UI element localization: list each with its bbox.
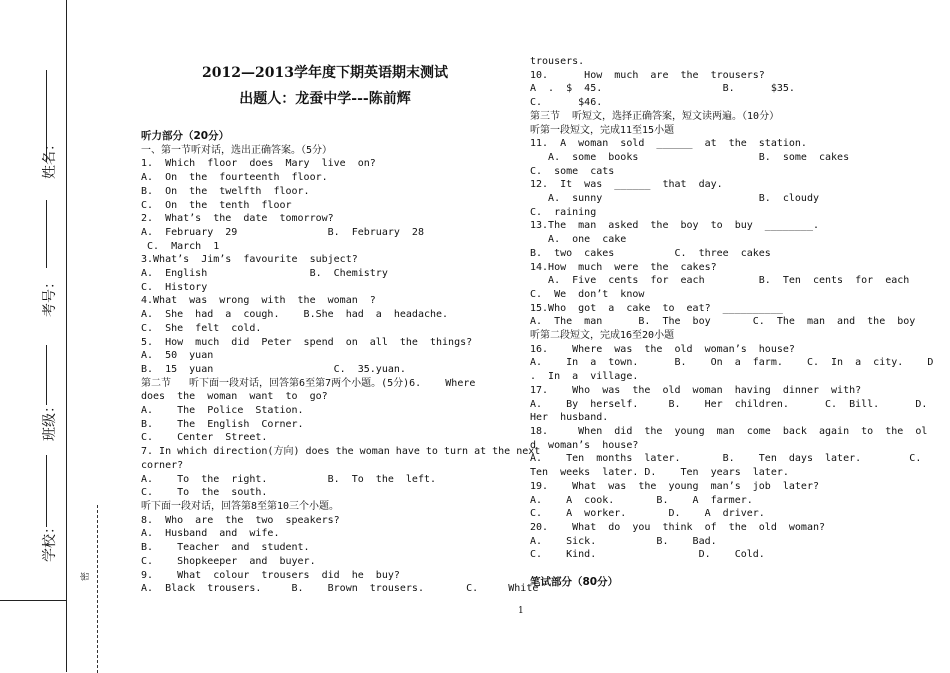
school-label: 学校： — [42, 520, 58, 562]
text-line: A. Husband and wife. — [141, 528, 280, 540]
text-line: trousers. — [530, 56, 585, 67]
text-line: 19. What was the young man’s job later? — [530, 480, 819, 492]
text-line: 18. When did the young man come back again to the ol — [530, 425, 928, 437]
text-line: A. Sick. B. Bad. — [530, 535, 717, 547]
section-heading: 笔试部分（80分） — [530, 575, 619, 588]
text-line: corner? — [141, 459, 184, 471]
text-line: 1. Which floor does Mary live on? — [141, 158, 376, 170]
text-line: . In a village. — [530, 371, 639, 383]
text-line: C. raining — [530, 206, 597, 218]
text-line: A. one cake — [530, 234, 627, 246]
text-line: 13.The man asked the boy to buy ________. — [530, 220, 819, 232]
text-line: 10. How much are the trousers? — [530, 69, 765, 81]
text-line: 听第二段短文，完成16至20小题 — [530, 330, 675, 342]
text-line: A. Black trousers. B. Brown trousers. C. White — [141, 583, 539, 595]
text-line: A. 50 yuan — [141, 350, 214, 362]
text-line: 3.What’s Jim’s favourite subject? — [141, 254, 358, 266]
author-line: 出题人：龙蚕中学---陈前辉 — [239, 91, 411, 107]
text-line: B. Teacher and student. — [141, 542, 310, 554]
exam-no-underline — [46, 200, 47, 268]
page-number: 1 — [518, 606, 524, 616]
margin-inner-line — [66, 578, 67, 672]
text-line: 17. Who was the old woman having dinner with? — [530, 384, 862, 396]
name-label: 姓名： — [42, 137, 58, 179]
seal-dashed-line — [97, 505, 98, 673]
section-heading: 听力部分（20分） — [141, 130, 230, 142]
text-line: 5. How much did Peter spend on all the things? — [141, 336, 473, 348]
page-title: 2012—2013学年度下期英语期末测试 — [202, 65, 448, 81]
class-underline — [46, 345, 47, 405]
text-line: C. To the south. — [141, 487, 268, 499]
text-line: C. Center Street. — [141, 432, 268, 444]
text-line: A. February 29 B. February 28 — [141, 226, 424, 238]
text-line: B. two cakes C. three cakes — [530, 247, 771, 259]
text-line: 9. What colour trousers did he buy? — [141, 569, 400, 581]
text-line: Ten weeks later. D. Ten years later. — [530, 467, 789, 479]
text-line: C. March 1 — [141, 240, 220, 252]
text-line: C. History — [141, 281, 208, 293]
text-line: does the woman want to go? — [141, 391, 328, 403]
text-line: 14.How much were the cakes? — [530, 261, 717, 273]
text-line: A. The Police Station. — [141, 405, 304, 417]
text-line: 第二节 听下面一段对话，回答第6至第7两个小题。(5分)6. Where — [141, 377, 476, 389]
text-line: d woman’s house? — [530, 439, 639, 451]
text-line: 7. In which direction(方向) does the woman have to turn at the next — [141, 446, 541, 458]
text-line: A. some books B. some cakes — [530, 151, 850, 163]
text-line: A. sunny B. cloudy — [530, 193, 819, 205]
text-line: 听第一段短文，完成11至15小题 — [530, 124, 675, 136]
text-line: C. Kind. D. Cold. — [530, 549, 765, 561]
text-line: A. By herself. B. Her children. C. Bill. D. — [530, 398, 928, 410]
text-line: Her husband. — [530, 412, 609, 424]
text-line: A. In a town. B. On a farm. C. In a city. D — [530, 357, 934, 369]
text-line: 一、第一节听对话，选出正确答案。（5分） — [141, 144, 333, 156]
class-label: 班级： — [42, 399, 58, 441]
text-line: A. Ten months later. B. Ten days later. C. — [530, 453, 922, 465]
text-line: A . $ 45. B. $35. — [530, 83, 795, 95]
text-line: 4.What was wrong with the woman ? — [141, 295, 376, 307]
text-line: C. A worker. D. A driver. — [530, 508, 765, 520]
text-line: A. On the fourteenth floor. — [141, 172, 328, 184]
text-line: A. English B. Chemistry — [141, 268, 388, 280]
text-line: 15.Who got a cake to eat? __________ — [530, 302, 783, 314]
text-line: C. $46. — [530, 97, 603, 109]
text-line: B. 15 yuan C. 35.yuan. — [141, 363, 406, 375]
text-line: 16. Where was the old woman’s house? — [530, 343, 795, 355]
exam-no-label: 考号： — [42, 275, 58, 317]
text-line: 20. What do you think of the old woman? — [530, 521, 826, 533]
text-line: B. The English Corner. — [141, 418, 304, 430]
text-line: 11. A woman sold ______ at the station. — [530, 138, 807, 150]
text-line: 第三节 听短文，选择正确答案，短文读两遍。（10分） — [530, 110, 780, 122]
text-line: A. Five cents for each B. Ten cents for each — [530, 275, 910, 287]
text-line: A. The man B. The boy C. The man and the boy — [530, 316, 916, 328]
text-line: B. On the twelfth floor. — [141, 185, 310, 197]
text-line: C. some cats — [530, 165, 615, 177]
text-line: 8. Who are the two speakers? — [141, 514, 340, 526]
school-underline — [46, 455, 47, 527]
text-line: A. She had a cough. B.She had a headache. — [141, 309, 449, 321]
text-line: A. To the right. B. To the left. — [141, 473, 437, 485]
text-line: C. On the tenth floor — [141, 199, 292, 211]
text-line: C. She felt cold. — [141, 322, 262, 334]
left-column — [141, 130, 540, 596]
text-line: C. We don’t know — [530, 288, 645, 300]
text-line: 12. It was ______ that day. — [530, 179, 723, 191]
text-line: 2. What’s the date tomorrow? — [141, 213, 334, 225]
text-line: 听下面一段对话，回答第8至第10三个小题。 — [141, 500, 340, 512]
text-line — [530, 562, 933, 576]
right-column — [530, 55, 933, 589]
seal-mark: 密 — [81, 571, 92, 582]
text-line: A. A cook. B. A farmer. — [530, 494, 753, 506]
text-line: C. Shopkeeper and buyer. — [141, 555, 316, 567]
